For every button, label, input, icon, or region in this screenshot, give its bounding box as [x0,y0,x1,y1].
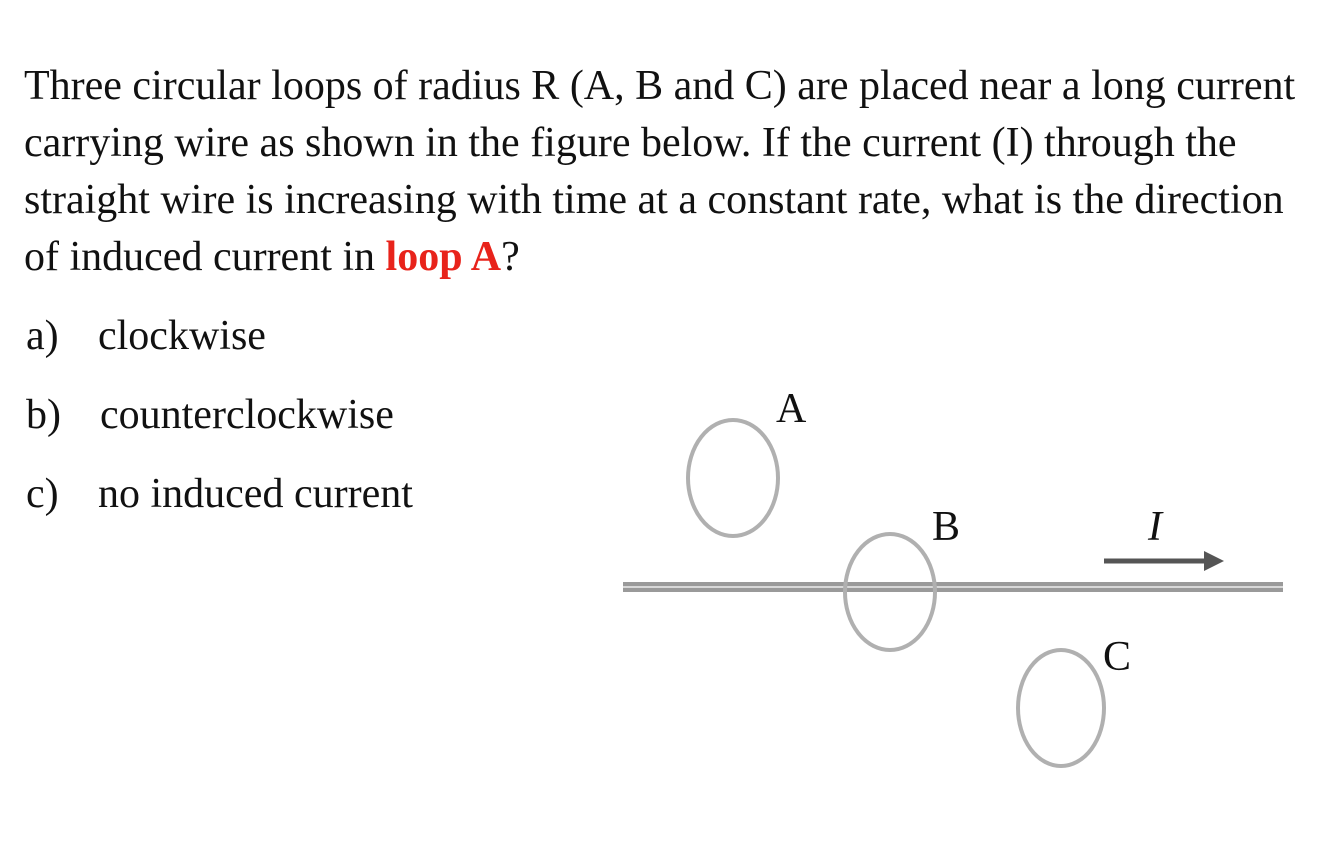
question-body: Three circular loops of radius R (A, B and C) are placed near a long current carrying wire as shown in the figure below. If the current (I) through the straight wire is increasing with time at a constant rate, what is the direction of induced current in [24,63,1296,280]
option-c[interactable] [26,470,413,549]
option-c-letter: c) [26,471,59,517]
option-c-text: no induced current [98,471,413,517]
loop-c [1018,650,1104,766]
question-text [24,58,1314,286]
option-a-text: clockwise [98,313,266,359]
option-a[interactable] [26,312,413,391]
current-label: I [1148,504,1162,550]
option-b[interactable] [26,391,413,470]
loop-a-label: A [776,386,807,432]
wire-loops-figure [600,380,1300,790]
straight-wire [623,582,1283,592]
loop-c-label: C [1103,634,1132,680]
question-end: ? [501,234,520,280]
option-b-text: counterclockwise [100,392,394,438]
option-a-letter: a) [26,313,59,359]
option-b-letter: b) [26,392,61,438]
question-highlight: loop A [385,234,502,280]
current-arrow-icon [1104,551,1224,571]
loop-b-label: B [932,504,961,550]
answer-options [26,312,413,549]
loop-a [688,420,778,536]
